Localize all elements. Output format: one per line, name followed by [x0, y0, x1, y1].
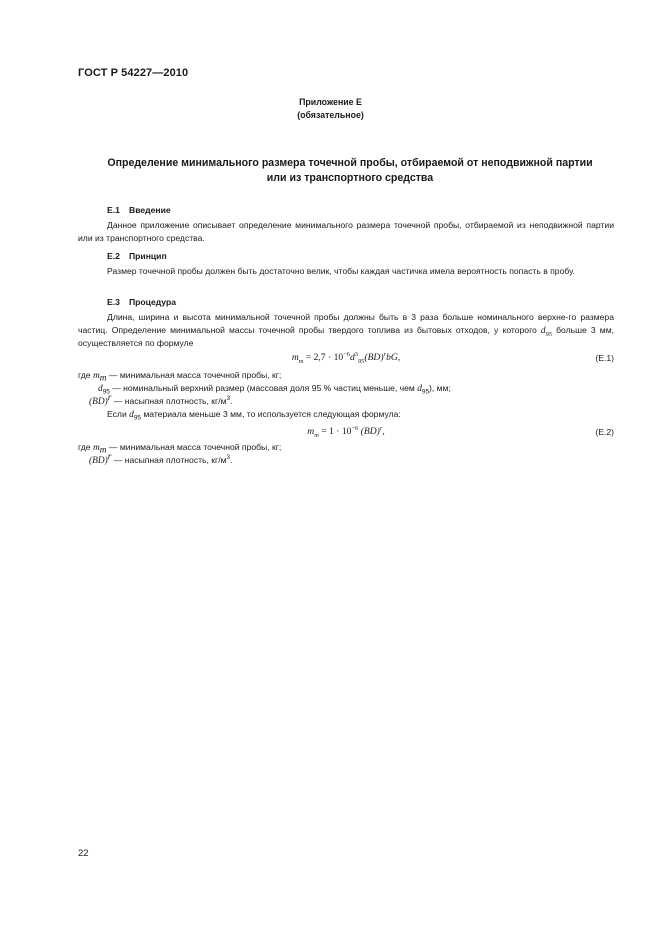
heading-e3 — [107, 296, 176, 309]
paragraph-e3 — [78, 311, 614, 350]
annex-status: (обязательное) — [297, 110, 364, 120]
formula-e2-number: (Е.2) — [595, 427, 614, 437]
section-title — [70, 156, 630, 186]
paragraph-e3-text-1: Длина, ширина и высота минимальной точечной пробы должны быть в 3 раза больше номинального верхне-го размера частиц. Определение минимальной массы точечной пробы твердого топлива из бытовых отходов, у которого — [78, 312, 614, 335]
heading-e3-title: Процедура — [129, 297, 176, 307]
paragraph-e2: Размер точечной пробы должен быть достаточно велик, чтобы каждая частичка имела вероятность попасть в пробу. — [107, 266, 575, 276]
page-number: 22 — [78, 848, 89, 859]
heading-e3-number: Е.3 — [107, 297, 120, 307]
paragraph-e3-text-2: больше 3 мм, осуществляется по формуле — [78, 324, 614, 349]
condition-text: Если $d_{95}$ материала меньше 3 мм, то используется следующая формула: — [107, 409, 401, 422]
annex-title: Приложение Е — [299, 97, 362, 107]
heading-e1 — [107, 204, 171, 217]
where-e2-mass: где $m_m$ — минимальная масса точечной пробы, кг; — [78, 442, 282, 456]
section-title-line-1: Определение минимального размера точечной пробы, отбираемой от неподвижной партии — [107, 157, 593, 169]
formula-e2 — [78, 426, 614, 440]
where-e2-density: (BD)$^r$ — насыпная плотность, $кг/м^3$. — [89, 452, 233, 466]
heading-e2-number: Е.2 — [107, 251, 120, 261]
heading-e2 — [107, 250, 167, 263]
where-e1-density: (BD)$^r$ — насыпная плотность, $кг/м^3$. — [89, 393, 233, 407]
paragraph-e1: Данное приложение описывает определение минимального размера точечной пробы, отбираемой из неподвижной партии или из транспортного средства. — [78, 220, 614, 243]
where-e1-mass: где $m_m$ — минимальная масса точечной пробы, кг; — [78, 370, 282, 384]
formula-e1-expression: $m_m = 2,7 \cdot 10^{-6}d^3_{95}(BD)^rbG$, — [291, 350, 401, 365]
document-id: ГОСТ Р 54227—2010 — [78, 67, 189, 79]
formula-e1-number: (Е.1) — [595, 353, 614, 363]
where-list-e1 — [78, 369, 614, 409]
where-list-e2 — [78, 441, 614, 469]
heading-e1-number: Е.1 — [107, 205, 120, 215]
heading-e2-title: Принцип — [129, 251, 167, 261]
formula-e2-expression: $m_m = 1 \cdot 10^{-6}$ (BD)$^r$, — [307, 424, 385, 439]
heading-e1-title: Введение — [129, 205, 171, 215]
formula-e1 — [78, 352, 614, 366]
d95-symbol: $d_{95}$ — [540, 325, 552, 338]
section-title-line-2: или из транспортного средства — [266, 172, 434, 184]
where-e1-d95: $d_{95}$ — номинальный верхний размер (массовая доля 95 % частиц меньше, чем $d_{95}$), мм; — [98, 383, 451, 396]
